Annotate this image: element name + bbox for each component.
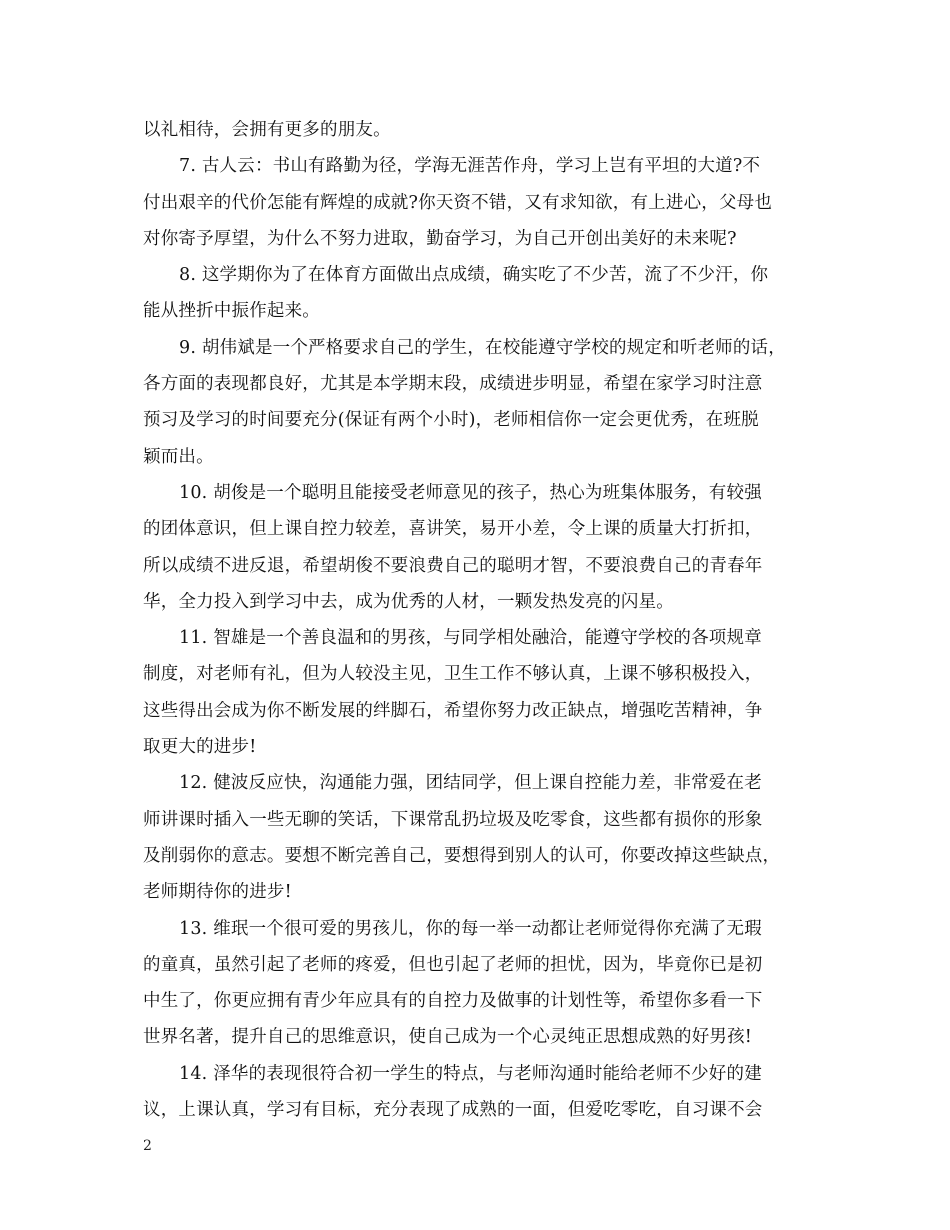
paragraph-line: 对你寄予厚望，为什么不努力进取，勤奋学习，为自己开创出美好的未来呢? — [143, 228, 737, 249]
paragraph-line: 能从挫折中振作起来。 — [143, 301, 320, 322]
paragraph-line: 的团体意识，但上课自控力较差，喜讲笑，易开小差，令上课的质量大打折扣， — [143, 519, 763, 540]
paragraph-line: 所以成绩不进反退，希望胡俊不要浪费自己的聪明才智，不要浪费自己的青春年 — [143, 555, 763, 576]
paragraph-first-line: 14. 泽华的表现很符合初一学生的特点，与老师沟通时能给老师不少好的建 — [179, 1063, 762, 1084]
paragraph-line: 预习及学习的时间要充分(保证有两个小时)，老师相信你一定会更优秀，在班脱 — [143, 410, 759, 431]
paragraph-first-line: 13. 维珉一个很可爱的男孩儿，你的每一举一动都让老师觉得你充满了无瑕 — [179, 918, 762, 939]
paragraph-line: 的童真，虽然引起了老师的疼爱，但也引起了老师的担忧，因为，毕竟你已是初 — [143, 954, 763, 975]
paragraph-line: 这些得出会成为你不断发展的绊脚石，希望你努力改正缺点，增强吃苦精神，争 — [143, 700, 763, 721]
paragraph-line: 华，全力投入到学习中去，成为优秀的人材，一颗发热发亮的闪星。 — [143, 591, 674, 612]
paragraph-line: 老师期待你的进步! — [143, 882, 292, 903]
paragraph-first-line: 7. 古人云：书山有路勤为径，学海无涯苦作舟，学习上岂有平坦的大道?不 — [179, 156, 761, 177]
document-body — [143, 112, 811, 1128]
paragraph-line: 制度，对老师有礼，但为人较没主见，卫生工作不够认真，上课不够积极投入， — [143, 664, 763, 685]
paragraph-line: 取更大的进步! — [143, 737, 257, 758]
page-number: 2 — [143, 1138, 152, 1154]
paragraph-line: 以礼相待，会拥有更多的朋友。 — [143, 120, 391, 140]
paragraph-first-line: 11. 智雄是一个善良温和的男孩，与同学相处融洽，能遵守学校的各项规章 — [179, 628, 762, 649]
paragraph-first-line: 9. 胡伟斌是一个严格要求自己的学生，在校能遵守学校的规定和听老师的话， — [179, 337, 786, 358]
paragraph-line: 议，上课认真，学习有目标，充分表现了成熟的一面，但爱吃零吃，自习课不会 — [143, 1100, 763, 1121]
paragraph-line: 及削弱你的意志。要想不断完善自己，要想得到别人的认可，你要改掉这些缺点， — [143, 845, 781, 866]
paragraph-line: 颖而出。 — [143, 446, 214, 467]
paragraph-first-line: 10. 胡俊是一个聪明且能接受老师意见的孩子，热心为班集体服务，有较强 — [179, 482, 762, 503]
paragraph-line: 中生了，你更应拥有青少年应具有的自控力及做事的计划性等，希望你多看一下 — [143, 991, 763, 1012]
paragraph-line: 师讲课时插入一些无聊的笑话，下课常乱扔垃圾及吃零食，这些都有损你的形象 — [143, 809, 763, 830]
paragraph-line: 各方面的表现都良好，尤其是本学期末段，成绩进步明显，希望在家学习时注意 — [143, 374, 763, 395]
paragraph-first-line: 12. 健波反应快，沟通能力强，团结同学，但上课自控能力差，非常爱在老 — [179, 773, 762, 794]
paragraph-line: 付出艰辛的代价怎能有辉煌的成就?你天资不错，又有求知欲，有上进心，父母也 — [143, 192, 773, 213]
paragraph-line: 世界名著，提升自己的思维意识，使自己成为一个心灵纯正思想成熟的好男孩! — [143, 1027, 753, 1048]
paragraph-first-line: 8. 这学期你为了在体育方面做出点成绩，确实吃了不少苦，流了不少汗，你 — [179, 265, 769, 286]
